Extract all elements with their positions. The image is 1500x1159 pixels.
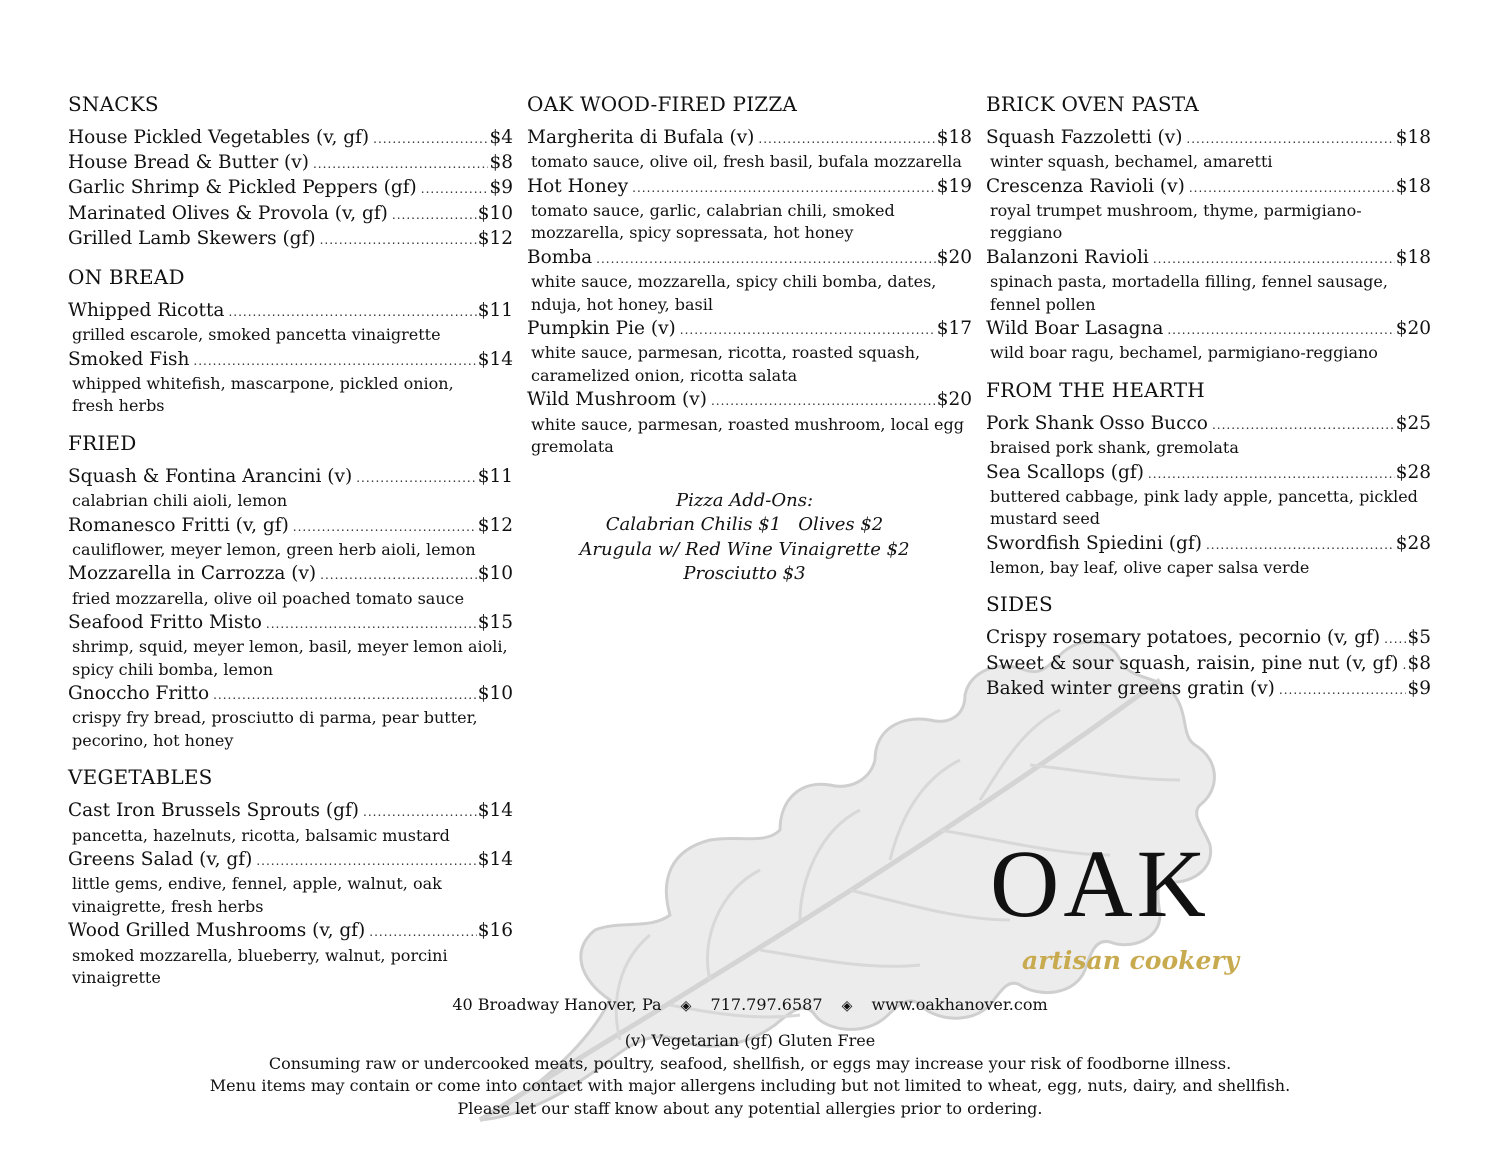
item-name: Balanzoni Ravioli bbox=[986, 246, 1149, 268]
menu-item bbox=[986, 461, 1431, 486]
item-price: $8 bbox=[489, 152, 513, 174]
menu-item bbox=[68, 227, 513, 252]
dot-leader bbox=[1279, 678, 1407, 702]
section-on-bread bbox=[68, 265, 513, 418]
item-name: Crescenza Ravioli (v) bbox=[986, 175, 1185, 197]
address: 40 Broadway Hanover, Pa bbox=[452, 995, 662, 1014]
item-description: buttered cabbage, pink lady apple, pancetta, pickled mustard seed bbox=[990, 486, 1418, 529]
contact-line bbox=[0, 995, 1500, 1016]
diamond-icon: ◈ bbox=[680, 998, 692, 1014]
dot-leader bbox=[1206, 533, 1395, 557]
dot-leader bbox=[1402, 653, 1406, 677]
footer-line: Menu items may contain or come into contact with major allergens including but not limited to wheat, egg, nuts, dairy, and shellfish. bbox=[209, 1076, 1291, 1095]
item-name: House Bread & Butter (v) bbox=[68, 152, 309, 174]
menu-item bbox=[986, 652, 1431, 677]
item-price: $12 bbox=[477, 227, 513, 249]
item-name: Wild Boar Lasagna bbox=[986, 318, 1164, 340]
item-name: Smoked Fish bbox=[68, 348, 190, 370]
item-price: $28 bbox=[1395, 461, 1431, 483]
dot-leader bbox=[1384, 627, 1406, 651]
item-price: $28 bbox=[1395, 532, 1431, 554]
section-title: ON BREAD bbox=[68, 265, 185, 290]
item-name: Pork Shank Osso Bucco bbox=[986, 412, 1208, 434]
item-price: $11 bbox=[477, 465, 513, 487]
pizza-addons-line: Calabrian Chilis $1 Olives $2 bbox=[605, 514, 884, 536]
section-from-the-hearth bbox=[986, 378, 1431, 580]
dot-leader bbox=[680, 318, 936, 342]
logo-wordmark: OAK bbox=[990, 830, 1210, 937]
footer-line: Consuming raw or undercooked meats, poultry, seafood, shellfish, or eggs may increase your risk of foodborne illness. bbox=[268, 1053, 1232, 1073]
dot-leader bbox=[373, 127, 488, 151]
item-description: lemon, bay leaf, olive caper salsa verde bbox=[990, 557, 1310, 577]
item-price: $19 bbox=[936, 175, 972, 197]
dot-leader bbox=[266, 612, 477, 636]
item-name: Marinated Olives & Provola (v, gf) bbox=[68, 202, 388, 224]
dot-leader bbox=[1153, 247, 1395, 271]
menu-item bbox=[986, 412, 1431, 437]
item-name: Crispy rosemary potatoes, pecornio (v, gf) bbox=[986, 627, 1381, 649]
section-title: OAK WOOD-FIRED PIZZA bbox=[527, 92, 798, 116]
item-price: $18 bbox=[1395, 127, 1431, 148]
menu-item bbox=[527, 388, 972, 413]
item-description: white sauce, mozzarella, spicy chili bomba, dates, nduja, hot honey, basil bbox=[531, 272, 937, 314]
item-description: spinach pasta, mortadella filling, fennel sausage, fennel pollen bbox=[990, 272, 1388, 314]
item-description: little gems, endive, fennel, apple, walnut, oak vinaigrette, fresh herbs bbox=[72, 874, 442, 916]
item-name: Seafood Fritto Misto bbox=[68, 612, 262, 634]
section-sides bbox=[986, 592, 1431, 702]
menu-item bbox=[68, 611, 513, 636]
item-description: crispy fry bread, prosciutto di parma, pear butter, pecorino, hot honey bbox=[72, 708, 478, 750]
dot-leader bbox=[1167, 318, 1394, 342]
section-title: SNACKS bbox=[68, 92, 159, 116]
menu-item bbox=[68, 848, 513, 873]
menu-item bbox=[986, 677, 1431, 702]
dot-leader bbox=[1148, 462, 1395, 486]
dietary-legend: (v) Vegetarian (gf) Gluten Free bbox=[624, 1031, 876, 1050]
menu-item bbox=[986, 626, 1431, 651]
item-name: Sea Scallops (gf) bbox=[986, 461, 1144, 483]
item-price: $20 bbox=[936, 389, 972, 411]
item-name: Sweet & sour squash, raisin, pine nut (v, gf) bbox=[986, 652, 1399, 674]
item-description: braised pork shank, gremolata bbox=[990, 438, 1239, 458]
menu-item bbox=[986, 175, 1431, 200]
item-description: fried mozzarella, olive oil poached tomato sauce bbox=[72, 588, 465, 608]
item-description: winter squash, bechamel, amaretti bbox=[990, 152, 1273, 172]
item-name: Whipped Ricotta bbox=[68, 300, 225, 322]
item-name: House Pickled Vegetables (v, gf) bbox=[68, 127, 370, 148]
menu-item bbox=[68, 514, 513, 539]
item-name: Margherita di Bufala (v) bbox=[527, 127, 755, 148]
item-price: $8 bbox=[1407, 652, 1431, 674]
section-brick-oven-pasta bbox=[986, 92, 1431, 365]
item-description: smoked mozzarella, blueberry, walnut, porcini vinaigrette bbox=[72, 945, 448, 988]
menu-item bbox=[986, 317, 1431, 342]
item-price: $9 bbox=[1407, 677, 1431, 699]
menu-item bbox=[527, 317, 972, 342]
dot-leader bbox=[1189, 176, 1395, 200]
dot-leader bbox=[758, 127, 935, 151]
dot-leader bbox=[369, 920, 476, 944]
dot-leader bbox=[320, 563, 477, 587]
section-title: BRICK OVEN PASTA bbox=[986, 92, 1199, 116]
item-price: $11 bbox=[477, 300, 513, 322]
section-title: FROM THE HEARTH bbox=[986, 377, 1205, 402]
item-description: royal trumpet mushroom, thyme, parmigiano- reggiano bbox=[990, 200, 1362, 243]
item-name: Cast Iron Brussels Sprouts (gf) bbox=[68, 800, 360, 822]
section-vegetables bbox=[68, 765, 513, 989]
item-name: Romanesco Fritti (v, gf) bbox=[68, 514, 289, 536]
item-name: Squash Fazzoletti (v) bbox=[986, 127, 1183, 148]
dot-leader bbox=[293, 515, 477, 539]
dot-leader bbox=[213, 683, 477, 707]
item-description: tomato sauce, garlic, calabrian chili, smoked mozzarella, spicy sopressata, hot honey bbox=[531, 200, 895, 243]
menu-item bbox=[68, 465, 513, 490]
menu-column-center bbox=[527, 92, 972, 587]
item-price: $10 bbox=[477, 563, 513, 585]
dot-leader bbox=[256, 849, 476, 873]
item-name: Greens Salad (v, gf) bbox=[68, 849, 253, 871]
dot-leader bbox=[356, 466, 477, 490]
item-name: Squash & Fontina Arancini (v) bbox=[68, 465, 353, 487]
section-fried bbox=[68, 431, 513, 753]
pizza-addons-title: Pizza Add-Ons: bbox=[675, 489, 814, 511]
item-description: white sauce, parmesan, ricotta, roasted squash, caramelized onion, ricotta salata bbox=[531, 343, 921, 385]
menu-item bbox=[527, 126, 972, 151]
dot-leader bbox=[1186, 127, 1394, 151]
dot-leader bbox=[320, 228, 477, 252]
item-price: $20 bbox=[1395, 318, 1431, 340]
item-price: $15 bbox=[477, 612, 513, 634]
dot-leader bbox=[228, 300, 476, 324]
dot-leader bbox=[421, 177, 489, 201]
logo-tagline: artisan cookery bbox=[1022, 946, 1240, 975]
item-price: $17 bbox=[936, 318, 972, 340]
menu-item bbox=[68, 919, 513, 944]
menu-item bbox=[986, 246, 1431, 271]
item-price: $4 bbox=[489, 127, 513, 148]
menu-item bbox=[68, 348, 513, 373]
item-price: $12 bbox=[477, 514, 513, 536]
pizza-addons bbox=[527, 489, 972, 587]
item-name: Bomba bbox=[527, 246, 593, 268]
item-price: $18 bbox=[1395, 175, 1431, 197]
diamond-icon: ◈ bbox=[841, 998, 853, 1014]
section-oak-wood-fired-pizza bbox=[527, 92, 972, 459]
menu-column-right bbox=[986, 92, 1431, 715]
item-name: Gnoccho Fritto bbox=[68, 683, 210, 705]
item-name: Wood Grilled Mushrooms (v, gf) bbox=[68, 920, 366, 942]
item-description: wild boar ragu, bechamel, parmigiano-reggiano bbox=[990, 343, 1378, 363]
item-name: Wild Mushroom (v) bbox=[527, 389, 707, 411]
item-description: pancetta, hazelnuts, ricotta, balsamic mustard bbox=[72, 825, 450, 845]
menu-item bbox=[68, 562, 513, 587]
dot-leader bbox=[193, 349, 476, 373]
menu-item bbox=[527, 246, 972, 271]
item-name: Baked winter greens gratin (v) bbox=[986, 677, 1275, 699]
pizza-addons-line: Prosciutto $3 bbox=[683, 563, 806, 585]
item-price: $18 bbox=[936, 127, 972, 148]
item-price: $14 bbox=[477, 849, 513, 871]
dot-leader bbox=[313, 152, 489, 176]
item-price: $20 bbox=[936, 246, 972, 268]
website-link[interactable]: www.oakhanover.com bbox=[871, 995, 1048, 1014]
menu-item bbox=[68, 126, 513, 151]
menu-item bbox=[986, 126, 1431, 151]
item-price: $18 bbox=[1395, 246, 1431, 268]
item-description: cauliflower, meyer lemon, green herb aioli, lemon bbox=[72, 539, 476, 559]
menu-item bbox=[68, 299, 513, 324]
item-name: Mozzarella in Carrozza (v) bbox=[68, 563, 317, 585]
menu-item bbox=[68, 799, 513, 824]
restaurant-logo bbox=[990, 830, 1260, 975]
item-description: shrimp, squid, meyer lemon, basil, meyer lemon aioli, spicy chili bomba, lemon bbox=[72, 637, 508, 679]
dot-leader bbox=[711, 389, 936, 413]
item-description: whipped whitefish, mascarpone, pickled onion, fresh herbs bbox=[72, 373, 454, 416]
section-title: VEGETABLES bbox=[68, 765, 213, 790]
section-title: SIDES bbox=[986, 592, 1053, 617]
item-name: Swordfish Spiedini (gf) bbox=[986, 532, 1202, 554]
item-description: tomato sauce, olive oil, fresh basil, bufala mozzarella bbox=[531, 152, 962, 172]
dot-leader bbox=[1212, 413, 1395, 437]
dot-leader bbox=[363, 800, 477, 824]
item-price: $10 bbox=[477, 683, 513, 705]
menu-item bbox=[68, 151, 513, 176]
item-price: $14 bbox=[477, 348, 513, 370]
item-name: Pumpkin Pie (v) bbox=[527, 318, 676, 340]
menu-column-left bbox=[68, 92, 513, 1003]
item-price: $16 bbox=[477, 920, 513, 942]
dot-leader bbox=[632, 176, 936, 200]
menu-item bbox=[527, 175, 972, 200]
item-price: $9 bbox=[489, 177, 513, 199]
item-name: Hot Honey bbox=[527, 175, 629, 197]
item-name: Grilled Lamb Skewers (gf) bbox=[68, 227, 316, 249]
item-description: white sauce, parmesan, roasted mushroom, local egg gremolata bbox=[531, 414, 964, 457]
item-description: calabrian chili aioli, lemon bbox=[72, 491, 288, 511]
dot-leader bbox=[392, 203, 477, 227]
item-name: Garlic Shrimp & Pickled Peppers (gf) bbox=[68, 177, 417, 199]
footer-notice bbox=[0, 1030, 1500, 1120]
item-description: grilled escarole, smoked pancetta vinaigrette bbox=[72, 325, 441, 345]
menu-item bbox=[68, 202, 513, 227]
item-price: $14 bbox=[477, 800, 513, 822]
menu-item bbox=[986, 532, 1431, 557]
item-price: $10 bbox=[477, 202, 513, 224]
menu-item bbox=[68, 682, 513, 707]
dot-leader bbox=[596, 247, 936, 271]
phone-number[interactable]: 717.797.6587 bbox=[710, 995, 823, 1014]
menu-item bbox=[68, 176, 513, 201]
item-price: $5 bbox=[1407, 627, 1431, 649]
pizza-addons-line: Arugula w/ Red Wine Vinaigrette $2 bbox=[579, 538, 910, 560]
footer-line: Please let our staff know about any potential allergies prior to ordering. bbox=[457, 1098, 1043, 1118]
section-title: FRIED bbox=[68, 430, 137, 455]
section-snacks bbox=[68, 92, 513, 252]
item-price: $25 bbox=[1395, 412, 1431, 434]
